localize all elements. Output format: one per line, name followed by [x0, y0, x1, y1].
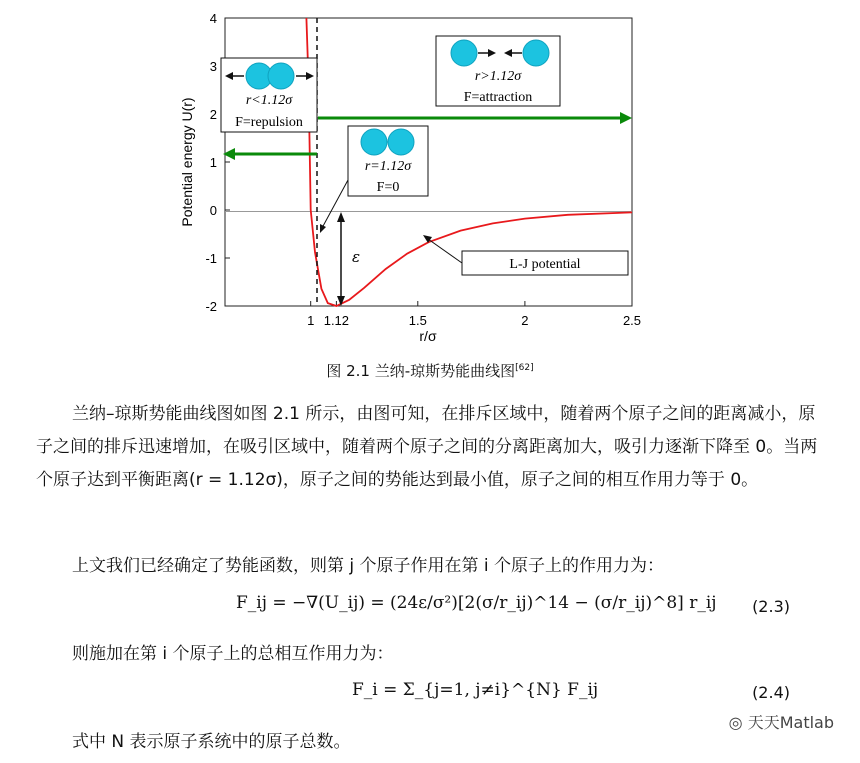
paragraph-3	[36, 638, 826, 671]
atom-icon	[388, 129, 414, 155]
equation-2-4-number: (2.4)	[752, 683, 790, 702]
equation-2-3-text: F_ij = −∇(U_ij) = (24ε/σ²)[2(σ/r_ij)^14 − (σ/r_ij)^8] r_ij	[236, 593, 717, 613]
x-tick-label: 1.12	[323, 313, 350, 328]
y-tick-label: -1	[205, 251, 217, 266]
atom-icon	[451, 40, 477, 66]
x-tick-label: 2.5	[622, 313, 642, 328]
equilibrium-box	[320, 126, 428, 233]
watermark	[729, 710, 834, 733]
equation-2-4-text: F_i = Σ_{j=1, j≠i}^{N} F_ij	[352, 680, 599, 700]
caption-text: 图 2.1 兰纳-琼斯势能曲线图	[326, 362, 516, 380]
paragraph-4-text: 式中 N 表示原子系统中的原子总数。	[72, 732, 351, 752]
y-tick-label: 1	[209, 155, 217, 170]
atom-icon	[523, 40, 549, 66]
equation-2-4	[352, 680, 598, 700]
watermark-text: 天天Matlab	[747, 713, 834, 732]
atom-icon	[361, 129, 387, 155]
attraction-r-label: r>1.12σ	[474, 69, 522, 84]
attraction-arrow	[318, 112, 632, 124]
equilibrium-r-label: r=1.12σ	[364, 159, 412, 174]
x-tick-label: 2	[521, 313, 529, 328]
x-tick-label: 1.5	[408, 313, 427, 328]
y-axis-ticks	[205, 11, 230, 314]
paragraph-3-text: 则施加在第 i 个原子上的总相互作用力为：	[72, 644, 394, 664]
x-axis-label: r/σ	[419, 328, 437, 344]
epsilon-label: ε	[351, 248, 361, 266]
y-tick-label: 0	[209, 203, 217, 218]
equation-2-3-number: (2.3)	[752, 597, 790, 616]
y-axis-label: Potential energy U(r)	[179, 97, 195, 227]
y-tick-label: -2	[205, 299, 217, 314]
x-tick-label: 1	[307, 313, 315, 328]
paragraph-1-text: 兰纳–琼斯势能曲线图如图 2.1 所示，由图可知，在排斥区域中，随着两个原子之间的距离减小，原子之间的排斥迅速增加，在吸引区域中，随着两个原子之间的分离距离加大，吸引力逐渐下降至 0。当两个原子达到平衡距离(r = 1.12σ)，原子之间的势能达到最小值，原子之间的相互作用力等于 0。	[36, 404, 818, 490]
paragraph-2	[36, 550, 826, 583]
paragraph-4	[36, 726, 826, 759]
repulsion-r-label: r<1.12σ	[245, 93, 293, 108]
repulsion-f-label: F=repulsion	[235, 115, 303, 130]
equilibrium-f-label: F=0	[376, 180, 400, 195]
lj-label: L-J potential	[509, 257, 581, 272]
atom-icon	[268, 63, 294, 89]
y-tick-label: 4	[209, 11, 217, 26]
repulsion-arrow	[223, 148, 317, 160]
y-tick-label: 3	[209, 59, 217, 74]
repulsion-box	[221, 58, 317, 132]
lj-potential-chart	[0, 0, 860, 345]
equation-2-3	[236, 593, 717, 613]
x-axis-ticks	[307, 301, 641, 328]
caption-ref: [62]	[515, 363, 534, 373]
paragraph-2-text: 上文我们已经确定了势能函数，则第 j 个原子作用在第 i 个原子上的作用力为：	[72, 556, 665, 576]
wechat-icon: ◎	[728, 713, 743, 732]
epsilon-arrow	[337, 212, 360, 306]
attraction-f-label: F=attraction	[463, 90, 533, 105]
figure-caption	[0, 360, 860, 381]
lj-label-box	[423, 235, 628, 275]
attraction-box	[436, 36, 560, 106]
y-tick-label: 2	[209, 107, 217, 122]
paragraph-1	[36, 398, 826, 497]
